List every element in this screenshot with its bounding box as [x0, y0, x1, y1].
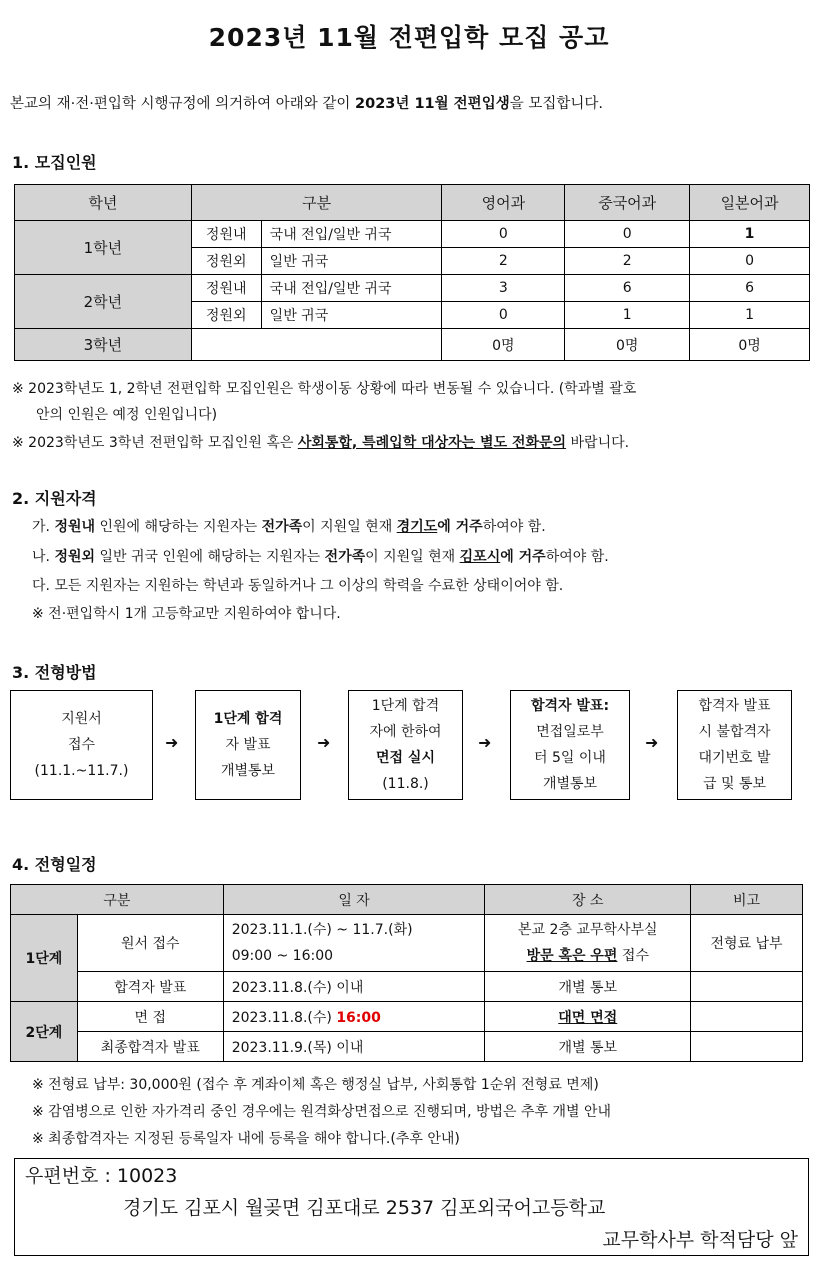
col-remark: 비고 [691, 885, 803, 915]
section-2-heading: 2. 지원자격 [12, 489, 97, 508]
col-grade: 학년 [15, 185, 192, 221]
table-row [11, 915, 803, 972]
section-1-heading: 1. 모집인원 [12, 153, 97, 172]
arrow-icon: ➜ [317, 733, 331, 752]
flow-step-4: 합격자 발표: 면접일로부 터 5일 이내 개별통보 [510, 690, 630, 800]
quota-table [14, 184, 810, 361]
table-cell: 대면 면접 [485, 1002, 691, 1032]
quota-detail: 국내 전입/일반 귀국 [261, 221, 442, 248]
eligibility-note: ※ 전·편입학시 1개 고등학교만 지원하여야 합니다. [32, 606, 341, 622]
flow-step-2: 1단계 합격 자 발표 개별통보 [195, 690, 301, 800]
arrow-icon: ➜ [645, 733, 659, 752]
col-category: 구분 [191, 185, 442, 221]
table-cell: 0명 [442, 329, 565, 361]
stage-1-label: 1단계 [11, 915, 78, 1002]
page-title: 2023년 11월 전편입학 모집 공고 [208, 23, 610, 52]
quota-type: 정원내 [191, 275, 261, 302]
table-cell: 3 [442, 275, 565, 302]
table-cell: 2 [565, 248, 690, 275]
col-english: 영어과 [442, 185, 565, 221]
table-cell: 면 접 [77, 1002, 223, 1032]
table-row [11, 972, 803, 1002]
table-cell: 6 [690, 275, 810, 302]
table-cell: 2023.11.1.(수) ~ 11.7.(화) 09:00 ~ 16:00 [223, 915, 485, 972]
flow-step-3: 1단계 합격 자에 한하여 면접 실시 (11.8.) [348, 690, 463, 800]
stage-2-label: 2단계 [11, 1002, 78, 1062]
table-cell: 전형료 납부 [691, 915, 803, 972]
table-cell [191, 329, 442, 361]
quota-type: 정원내 [191, 221, 261, 248]
table-cell: 2023.11.8.(수) 이내 [223, 972, 485, 1002]
quota-note-2: ※ 2023학년도 3학년 전편입학 모집인원 혹은 사회통합, 특례입학 대상자는 별도 전화문의 바랍니다. [12, 435, 630, 451]
address-box [14, 1158, 809, 1256]
flow-step-1: 지원서 접수 (11.1.~11.7.) [10, 690, 153, 800]
table-cell [691, 972, 803, 1002]
table-cell: 0명 [565, 329, 690, 361]
quota-note-1b: 안의 인원은 예정 인원입니다) [36, 407, 218, 423]
arrow-icon: ➜ [478, 733, 492, 752]
table-cell: 1 [565, 302, 690, 329]
col-place: 장 소 [485, 885, 691, 915]
table-cell: 0명 [690, 329, 810, 361]
schedule-note: ※ 최종합격자는 지정된 등록일자 내에 등록을 해야 합니다.(추후 안내) [32, 1131, 460, 1147]
schedule-table [10, 884, 803, 1062]
table-cell [691, 1002, 803, 1032]
grade-2-label: 2학년 [15, 275, 192, 329]
table-cell: 1 [690, 302, 810, 329]
col-category: 구분 [11, 885, 224, 915]
arrow-icon: ➜ [165, 733, 179, 752]
table-cell: 2 [442, 248, 565, 275]
table-cell: 본교 2층 교무학사부실 방문 혹은 우편 접수 [485, 915, 691, 972]
table-cell: 2023.11.9.(목) 이내 [223, 1032, 485, 1062]
schedule-note: ※ 감염병으로 인한 자가격리 중인 경우에는 원격화상면접으로 진행되며, 방법은 추후 개별 안내 [32, 1104, 612, 1120]
table-row [11, 1032, 803, 1062]
table-cell: 1 [690, 221, 810, 248]
quota-header-row [15, 185, 810, 221]
intro-text: 본교의 재·전·편입학 시행규정에 의거하여 아래와 같이 2023년 11월 전편입생을 모집합니다. [10, 96, 603, 112]
table-row [15, 221, 810, 248]
table-cell: 0 [442, 221, 565, 248]
quota-note-1: ※ 2023학년도 1, 2학년 전편입학 모집인원은 학생이동 상황에 따라 변동될 수 있습니다. (학과별 괄호 [12, 381, 637, 397]
table-cell: 0 [442, 302, 565, 329]
table-row [11, 1002, 803, 1032]
table-cell: 6 [565, 275, 690, 302]
quota-detail: 일반 귀국 [261, 248, 442, 275]
col-japanese: 일본어과 [690, 185, 810, 221]
address-recipient: 교무학사부 학적담당 앞 [602, 1229, 798, 1251]
section-3-heading: 3. 전형방법 [12, 663, 97, 682]
postal-code: 우편번호 : 10023 [25, 1165, 178, 1187]
table-cell: 개별 통보 [485, 1032, 691, 1062]
table-cell: 합격자 발표 [77, 972, 223, 1002]
eligibility-item-c: 다. 모든 지원자는 지원하는 학년과 동일하거나 그 이상의 학력을 수료한 상태이어야 함. [32, 578, 564, 594]
table-cell: 0 [690, 248, 810, 275]
table-cell: 0 [565, 221, 690, 248]
table-cell: 2023.11.8.(수) 16:00 [223, 1002, 485, 1032]
address-line: 경기도 김포시 월곶면 김포대로 2537 김포외국어고등학교 [123, 1197, 606, 1219]
table-row [15, 275, 810, 302]
grade-1-label: 1학년 [15, 221, 192, 275]
quota-detail: 일반 귀국 [261, 302, 442, 329]
table-row [15, 329, 810, 361]
eligibility-item-a: 가. 정원내 인원에 해당하는 지원자는 전가족이 지원일 현재 경기도에 거주하여야 함. [32, 519, 546, 535]
grade-3-label: 3학년 [15, 329, 192, 361]
eligibility-item-b: 나. 정원외 일반 귀국 인원에 해당하는 지원자는 전가족이 지원일 현재 김포시에 거주하여야 함. [32, 549, 609, 565]
table-cell: 원서 접수 [77, 915, 223, 972]
quota-type: 정원외 [191, 248, 261, 275]
quota-detail: 국내 전입/일반 귀국 [261, 275, 442, 302]
schedule-note: ※ 전형료 납부: 30,000원 (접수 후 계좌이체 혹은 행정실 납부, 사회통합 1순위 전형료 면제) [32, 1077, 599, 1093]
table-cell: 개별 통보 [485, 972, 691, 1002]
table-cell [691, 1032, 803, 1062]
table-cell: 최종합격자 발표 [77, 1032, 223, 1062]
flow-step-5: 합격자 발표 시 불합격자 대기번호 발 급 및 통보 [677, 690, 792, 800]
col-date: 일 자 [223, 885, 485, 915]
section-4-heading: 4. 전형일정 [12, 855, 97, 874]
quota-type: 정원외 [191, 302, 261, 329]
col-chinese: 중국어과 [565, 185, 690, 221]
